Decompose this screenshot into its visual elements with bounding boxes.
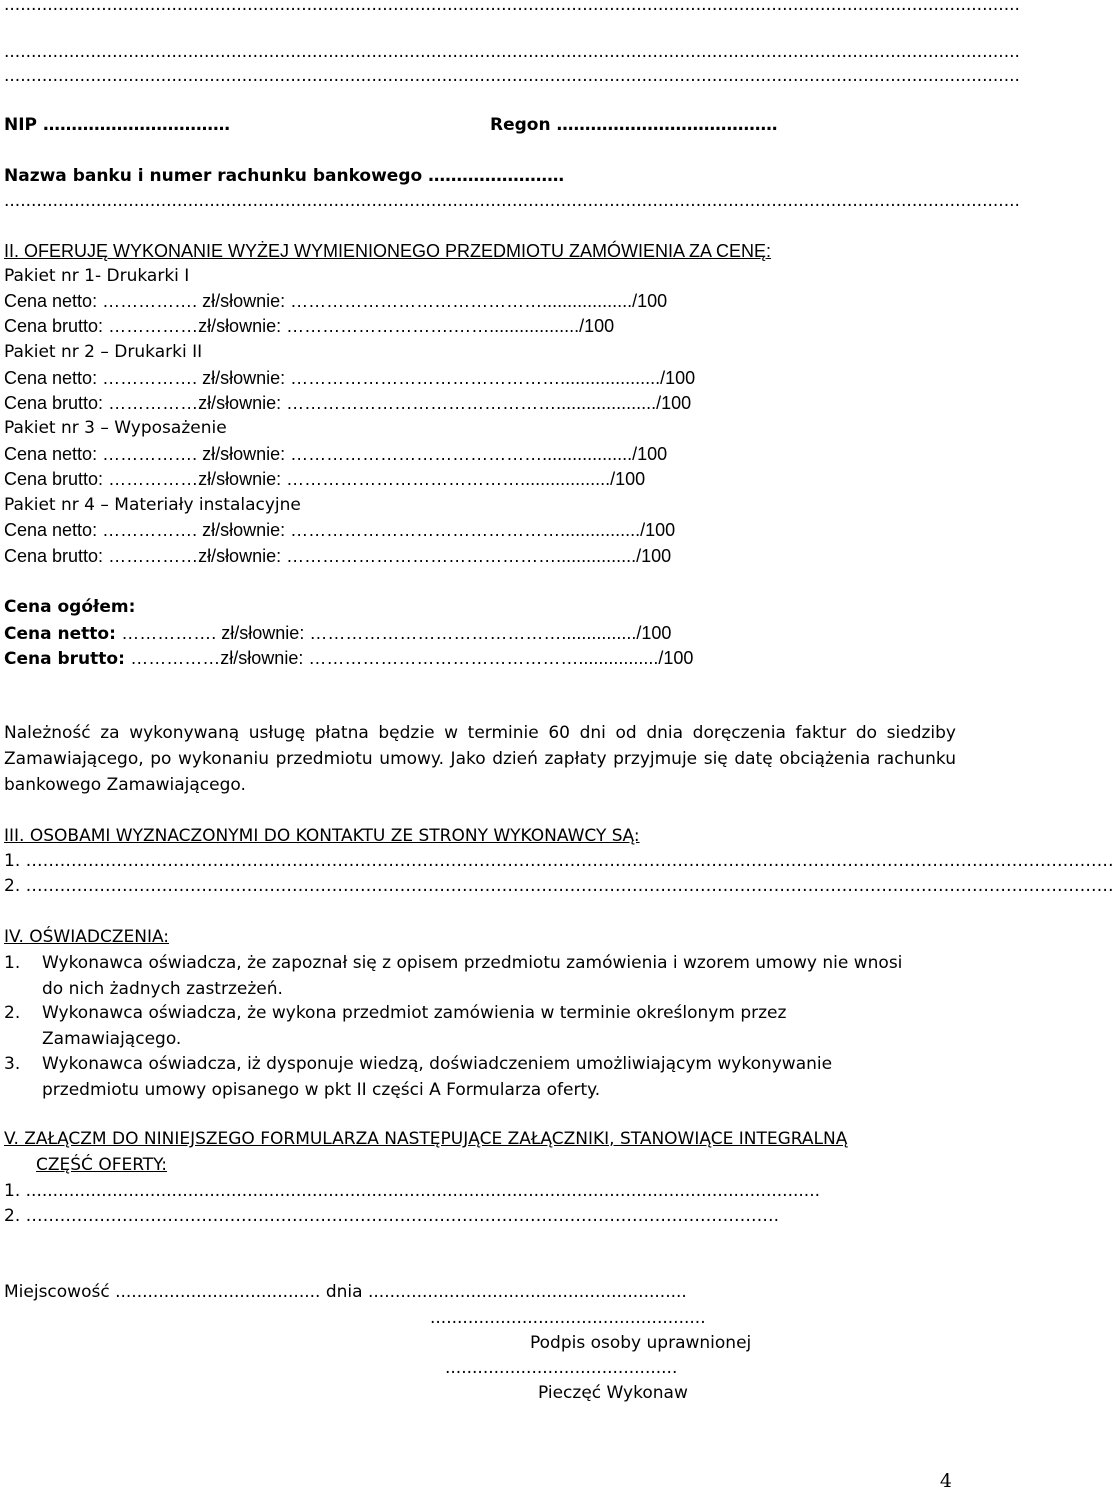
stamp-label: Pieczęć Wykonaw (538, 1383, 688, 1403)
package-3-title: Pakiet nr 3 – Wyposażenie (4, 418, 227, 438)
package-3-brutto: Cena brutto: ……………zł/słownie: …………………………………................../100 (4, 469, 646, 489)
statement-2 (4, 1000, 924, 1052)
package-3-netto: Cena netto: ……………. zł/słownie: ……………………………………................../100 (4, 444, 668, 464)
total-netto-line (4, 622, 671, 645)
attachment-dots: ................................................................................................................................................... (25, 1181, 821, 1201)
total-brutto-value: ……………zł/słownie: ………………………………………................/100 (130, 648, 694, 668)
bank-dots: …………………… (428, 166, 565, 186)
regon-line (490, 114, 778, 136)
place-dots: ...................................... (115, 1282, 321, 1302)
regon-dots: ………………………………… (556, 115, 778, 135)
total-brutto-line (4, 647, 693, 670)
contact-dots: ………………………………………………………………………………………………………………………………………………………………………… (25, 851, 1114, 871)
attachment-number: 2. (4, 1206, 21, 1226)
attachment-2 (4, 1205, 896, 1227)
header-dots-line: ............................................................................................................................................................................................ (4, 66, 1020, 86)
total-netto-label: Cena netto: (4, 624, 116, 644)
contact-number: 2. (4, 876, 21, 896)
contact-1 (4, 850, 1114, 872)
statement-number: 1. (4, 953, 21, 973)
stamp-dots: ........................................... (445, 1358, 678, 1378)
contact-2 (4, 875, 1114, 897)
page-number: 4 (939, 1470, 952, 1492)
payment-paragraph: Należność za wykonywaną usługę płatna będzie w terminie 60 dni od dnia doręczenia faktur do siedziby Zamawiającego, po wykonaniu przedmiotu umowy. Jako dzień zapłaty przyjmuje się datę obciążenia rachunku bankowego Zamawiającego. (4, 723, 956, 795)
package-4-title: Pakiet nr 4 – Materiały instalacyjne (4, 495, 301, 515)
section-2-title: II. OFERUJĘ WYKONANIE WYŻEJ WYMIENIONEGO PRZEDMIOTU ZAMÓWIENIA ZA CENĘ: (4, 241, 772, 261)
package-1-title: Pakiet nr 1- Drukarki I (4, 266, 190, 286)
nip-label: NIP (4, 115, 38, 135)
package-4-netto: Cena netto: ……………. zł/słownie: ………………………………………................/100 (4, 520, 676, 540)
package-1-brutto: Cena brutto: ……………zł/słownie: ……………………….……................../100 (4, 316, 615, 336)
bank-line (4, 165, 564, 187)
package-2-netto: Cena netto: ……………. zł/słownie: ………………………………………..................../100 (4, 368, 696, 388)
date-label: dnia (325, 1282, 363, 1302)
package-4-brutto: Cena brutto: ……………zł/słownie: ………………………………………................/100 (4, 546, 672, 566)
signature-dots: ................................................... (430, 1308, 706, 1328)
statement-text: Wykonawca oświadcza, że wykona przedmiot zamówienia w terminie określonym przez Zamawiającego. (42, 1003, 787, 1049)
header-dots-line: ............................................................................................................................................................................................ (4, 0, 1020, 15)
nip-line (4, 114, 230, 136)
section-5-title-line1: V. ZAŁĄCZM DO NINIEJSZEGO FORMULARZA NASTĘPUJĄCE ZAŁĄCZNIKI, STANOWIĄCE INTEGRALNĄ (4, 1129, 848, 1149)
bank-dots-line: ............................................................................................................................................................................................ (4, 191, 1020, 211)
total-brutto-label: Cena brutto: (4, 649, 125, 669)
statement-1 (4, 950, 924, 1002)
place-date-line (4, 1281, 687, 1303)
contact-number: 1. (4, 851, 21, 871)
section-5-title-line2: CZĘŚĆ OFERTY: (36, 1155, 168, 1175)
statement-number: 3. (4, 1054, 21, 1074)
signature-label: Podpis osoby uprawnionej (530, 1333, 752, 1353)
section-4-title: IV. OŚWIADCZENIA: (4, 927, 170, 947)
regon-label: Regon (490, 115, 551, 135)
package-1-netto: Cena netto: ……………. zł/słownie: ……………………………………................../100 (4, 291, 668, 311)
attachment-1 (4, 1180, 896, 1202)
statement-3 (4, 1051, 924, 1103)
contact-dots: ………………………………………………………………………………………………………………………………………………………………………… (25, 876, 1114, 896)
header-dots-line: ............................................................................................................................................................................................ (4, 42, 1020, 62)
statement-number: 2. (4, 1003, 21, 1023)
section-3-title: III. OSOBAMI WYZNACZONYMI DO KONTAKTU ZE STRONY WYKONAWCY SĄ: (4, 826, 640, 846)
package-2-title: Pakiet nr 2 – Drukarki II (4, 342, 203, 362)
total-title: Cena ogółem: (4, 597, 136, 617)
attachment-number: 1. (4, 1181, 21, 1201)
total-netto-value: ……………. zł/słownie: …………………………………….............../100 (121, 623, 672, 643)
bank-label: Nazwa banku i numer rachunku bankowego (4, 166, 423, 186)
place-label: Miejscowość (4, 1282, 110, 1302)
statement-text: Wykonawca oświadcza, że zapoznał się z opisem przedmiotu zamówienia i wzorem umowy nie wnosi do nich żadnych zastrzeżeń. (42, 953, 903, 999)
statement-text: Wykonawca oświadcza, iż dysponuje wiedzą, doświadczeniem umożliwiającym wykonywanie przedmiotu umowy opisanego w pkt II części A Formularza oferty. (42, 1054, 833, 1100)
nip-dots: …………………………… (42, 115, 230, 135)
attachment-dots: ……………………………………………………………………………………………………………………. (25, 1206, 780, 1226)
date-dots: ........................................................... (367, 1282, 687, 1302)
package-2-brutto: Cena brutto: ……………zł/słownie: ………………………………………..................../100 (4, 393, 692, 413)
